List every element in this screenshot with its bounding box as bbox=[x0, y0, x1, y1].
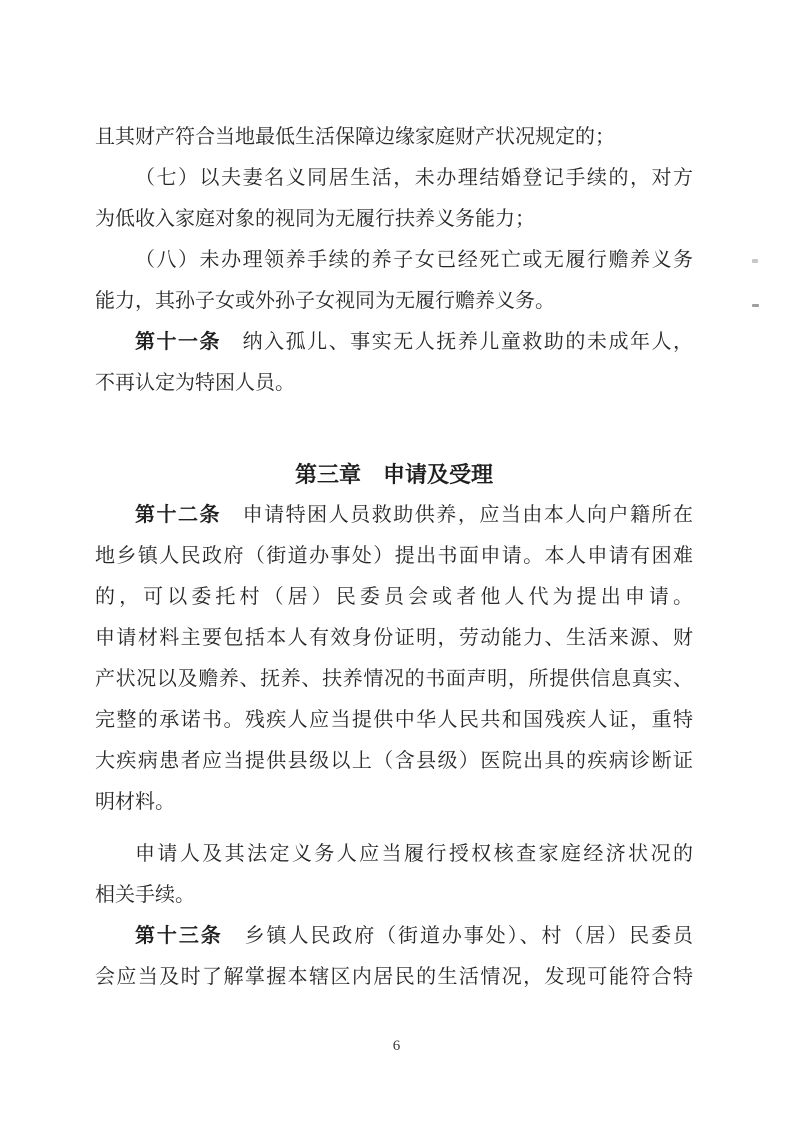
text-line bbox=[95, 322, 693, 363]
text-line bbox=[95, 618, 693, 659]
text-segment: 相关手续。 bbox=[95, 884, 195, 906]
text-segment: 能力，其孙子女或外孙子女视同为无履行赡养义务。 bbox=[95, 290, 555, 312]
text-segment: 且其财产符合当地最低生活保障边缘家庭财产状况规定的； bbox=[95, 126, 615, 148]
text-line bbox=[95, 916, 693, 957]
bold-text-segment: 第十二条 bbox=[135, 504, 222, 526]
text-line bbox=[95, 834, 693, 875]
text-segment: 产状况以及赡养、抚养、扶养情况的书面声明，所提供信息真实、 bbox=[95, 668, 693, 690]
text-line bbox=[95, 536, 693, 577]
text-segment: （八）未办理领养手续的养子女已经死亡或无履行赡养义务 bbox=[135, 249, 693, 271]
text-segment: 乡镇人民政府（街道办事处）、村（居）民委员 bbox=[222, 925, 694, 947]
chapter-heading bbox=[95, 454, 693, 495]
text-line bbox=[95, 240, 693, 281]
text-line bbox=[95, 700, 693, 741]
text-line bbox=[95, 495, 693, 536]
text-line bbox=[95, 875, 693, 916]
text-line bbox=[95, 363, 693, 404]
text-line bbox=[95, 577, 693, 618]
text-segment: 申请特困人员救助供养，应当由本人向户籍所在 bbox=[221, 504, 694, 526]
text-segment: （七）以夫妻名义同居生活，未办理结婚登记手续的，对方 bbox=[135, 167, 693, 189]
text-line bbox=[95, 281, 693, 322]
bold-text-segment: 申请及受理 bbox=[361, 462, 494, 487]
text-segment: 为低收入家庭对象的视同为无履行扶养义务能力； bbox=[95, 208, 535, 230]
bold-text-segment: 第三章 bbox=[294, 462, 361, 487]
text-segment: 会应当及时了解掌握本辖区内居民的生活情况，发现可能符合特 bbox=[95, 966, 693, 988]
text-line bbox=[95, 659, 693, 700]
text-segment: 地乡镇人民政府（街道办事处）提出书面申请。本人申请有困难 bbox=[95, 545, 693, 567]
text-segment: 申请人及其法定义务人应当履行授权核查家庭经济状况的 bbox=[135, 843, 693, 865]
text-line bbox=[95, 741, 693, 782]
text-segment: 的，可以委托村（居）民委员会或者他人代为提出申请。 bbox=[95, 586, 693, 608]
text-segment: 申请材料主要包括本人有效身份证明，劳动能力、生活来源、财 bbox=[95, 627, 693, 649]
text-line bbox=[95, 158, 693, 199]
page-number: 6 bbox=[392, 1038, 401, 1054]
text-line bbox=[95, 117, 693, 158]
bold-text-segment: 第十一条 bbox=[135, 331, 222, 353]
scan-artifact-mark bbox=[752, 304, 759, 307]
scan-artifact-mark bbox=[752, 259, 758, 263]
text-line bbox=[95, 199, 693, 240]
text-line bbox=[95, 782, 693, 823]
text-line bbox=[95, 957, 693, 998]
text-segment: 纳入孤儿、事实无人抚养儿童救助的未成年人， bbox=[221, 331, 694, 353]
bold-text-segment: 第十三条 bbox=[135, 925, 223, 947]
text-segment: 完整的承诺书。残疾人应当提供中华人民共和国残疾人证，重特 bbox=[95, 709, 693, 731]
text-segment: 不再认定为特困人员。 bbox=[95, 372, 295, 394]
text-segment: 明材料。 bbox=[95, 791, 175, 813]
text-segment: 大疾病患者应当提供县级以上（含县级）医院出具的疾病诊断证 bbox=[95, 750, 693, 772]
document-body bbox=[95, 117, 693, 998]
